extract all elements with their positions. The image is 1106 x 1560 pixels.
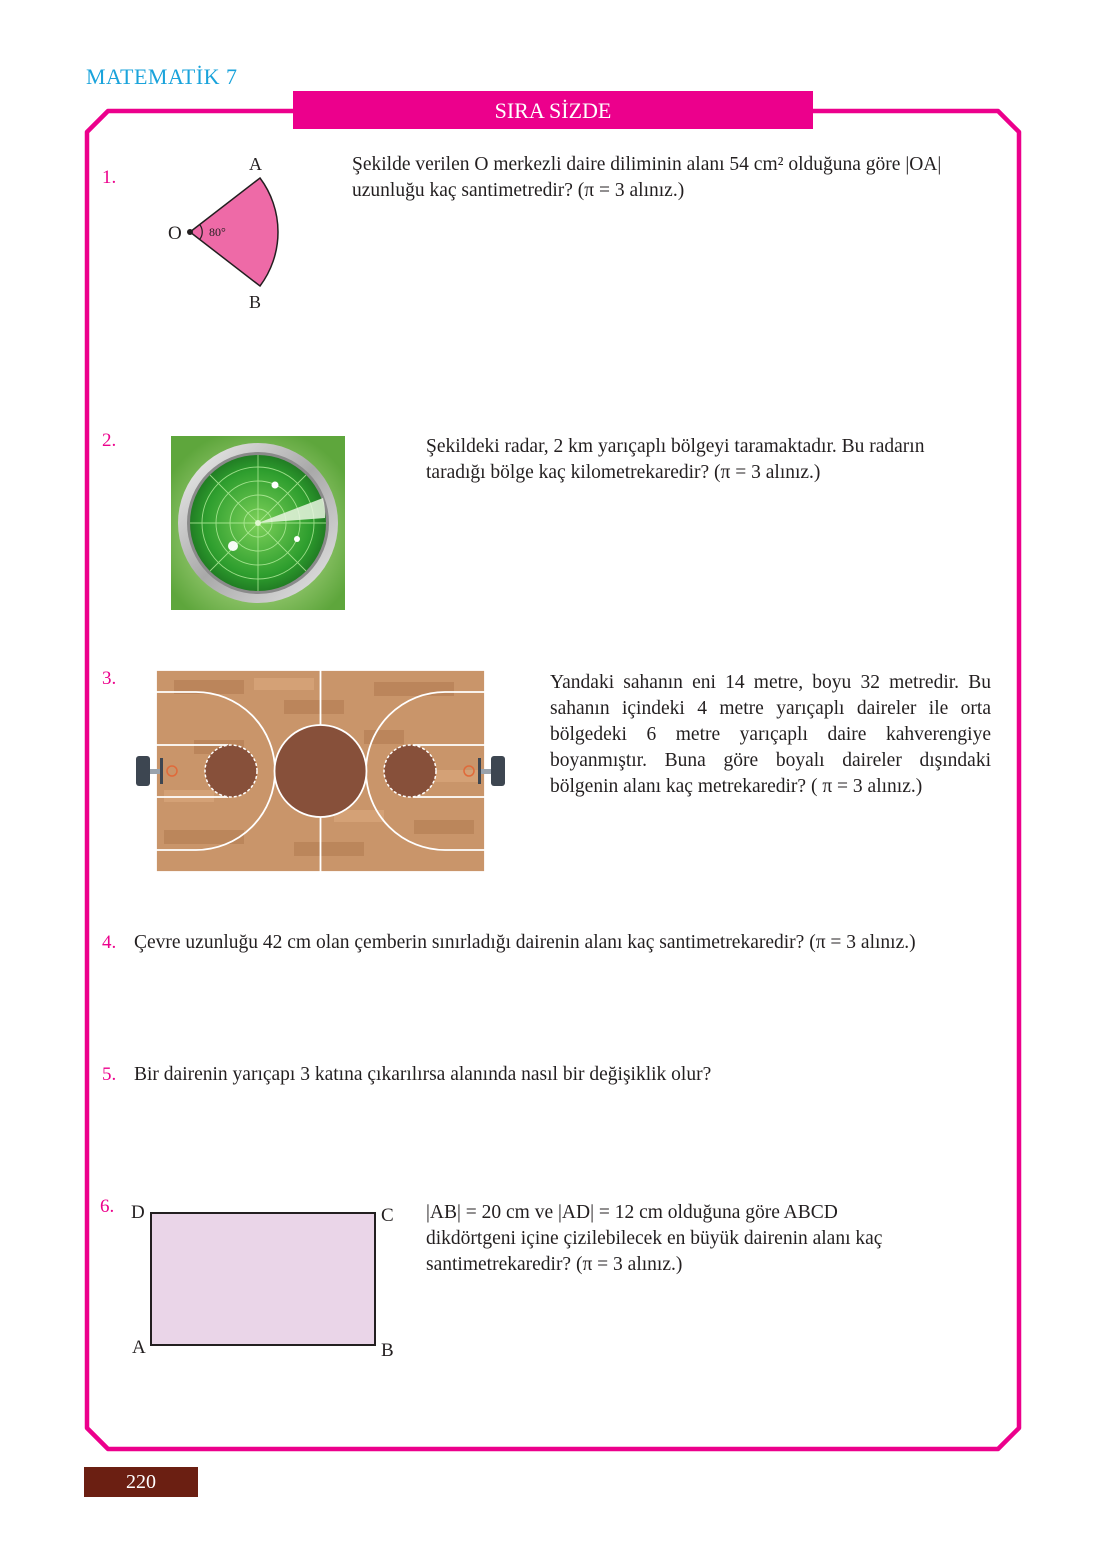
rectangle-figure [150, 1212, 378, 1348]
question-text: |AB| = 20 cm ve |AD| = 12 cm olduğuna göre ABCD dikdörtgeni içine çizilebilecek en büyük dairenin alanı kaç santimetrekaredir? (π = 3 alınız.) [426, 1202, 883, 1275]
point-a-label: A [249, 154, 262, 174]
question-number: 6. [100, 1196, 115, 1217]
question-text: Çevre uzunluğu 42 cm olan çemberin sınırladığı dairenin alanı kaç santimetrekaredir? (π = 3 alınız.) [134, 932, 916, 953]
question-number: 3. [102, 668, 117, 689]
point-c-label: C [381, 1205, 394, 1226]
question-text: Şekildeki radar, 2 km yarıçaplı bölgeyi taramaktadır. Bu radarın taradığı bölge kaç kilometrekaredir? (π = 3 alınız.) [426, 436, 925, 483]
question-number: 4. [102, 932, 117, 953]
question-number: 2. [102, 430, 117, 451]
angle-label: 80° [209, 225, 226, 239]
point-b-label: B [249, 292, 262, 312]
basketball-court-icon [134, 670, 508, 874]
center-o-label: O [168, 223, 182, 244]
section-banner: SIRA SİZDE [293, 91, 813, 129]
question-number: 5. [102, 1064, 117, 1085]
point-b-label: B [381, 1340, 394, 1361]
point-d-label: D [131, 1202, 145, 1223]
point-a-label: A [132, 1337, 146, 1358]
question-text: Yandaki sahanın eni 14 metre, boyu 32 metredir. Bu sahanın içindeki 4 metre yarıçaplı daireler ile orta bölgedeki 6 metre yarıçaplı daire kahverengiye boyanmıştır. Buna göre boyalı daireler dışındaki bölgenin alanı kaç metrekaredir? ( π = 3 alınız.) [550, 672, 991, 797]
subject-title: MATEMATİK 7 [86, 64, 238, 89]
question-text: Şekilde verilen O merkezli daire diliminin alanı 54 cm² olduğuna göre |OA| uzunluğu kaç santimetredir? (π = 3 alınız.) [352, 154, 942, 201]
page-number: 220 [84, 1467, 198, 1497]
radar-icon [171, 436, 345, 610]
question-text: Bir dairenin yarıçapı 3 katına çıkarılırsa alanında nasıl bir değişiklik olur? [134, 1064, 712, 1085]
question-number: 1. [102, 167, 117, 188]
